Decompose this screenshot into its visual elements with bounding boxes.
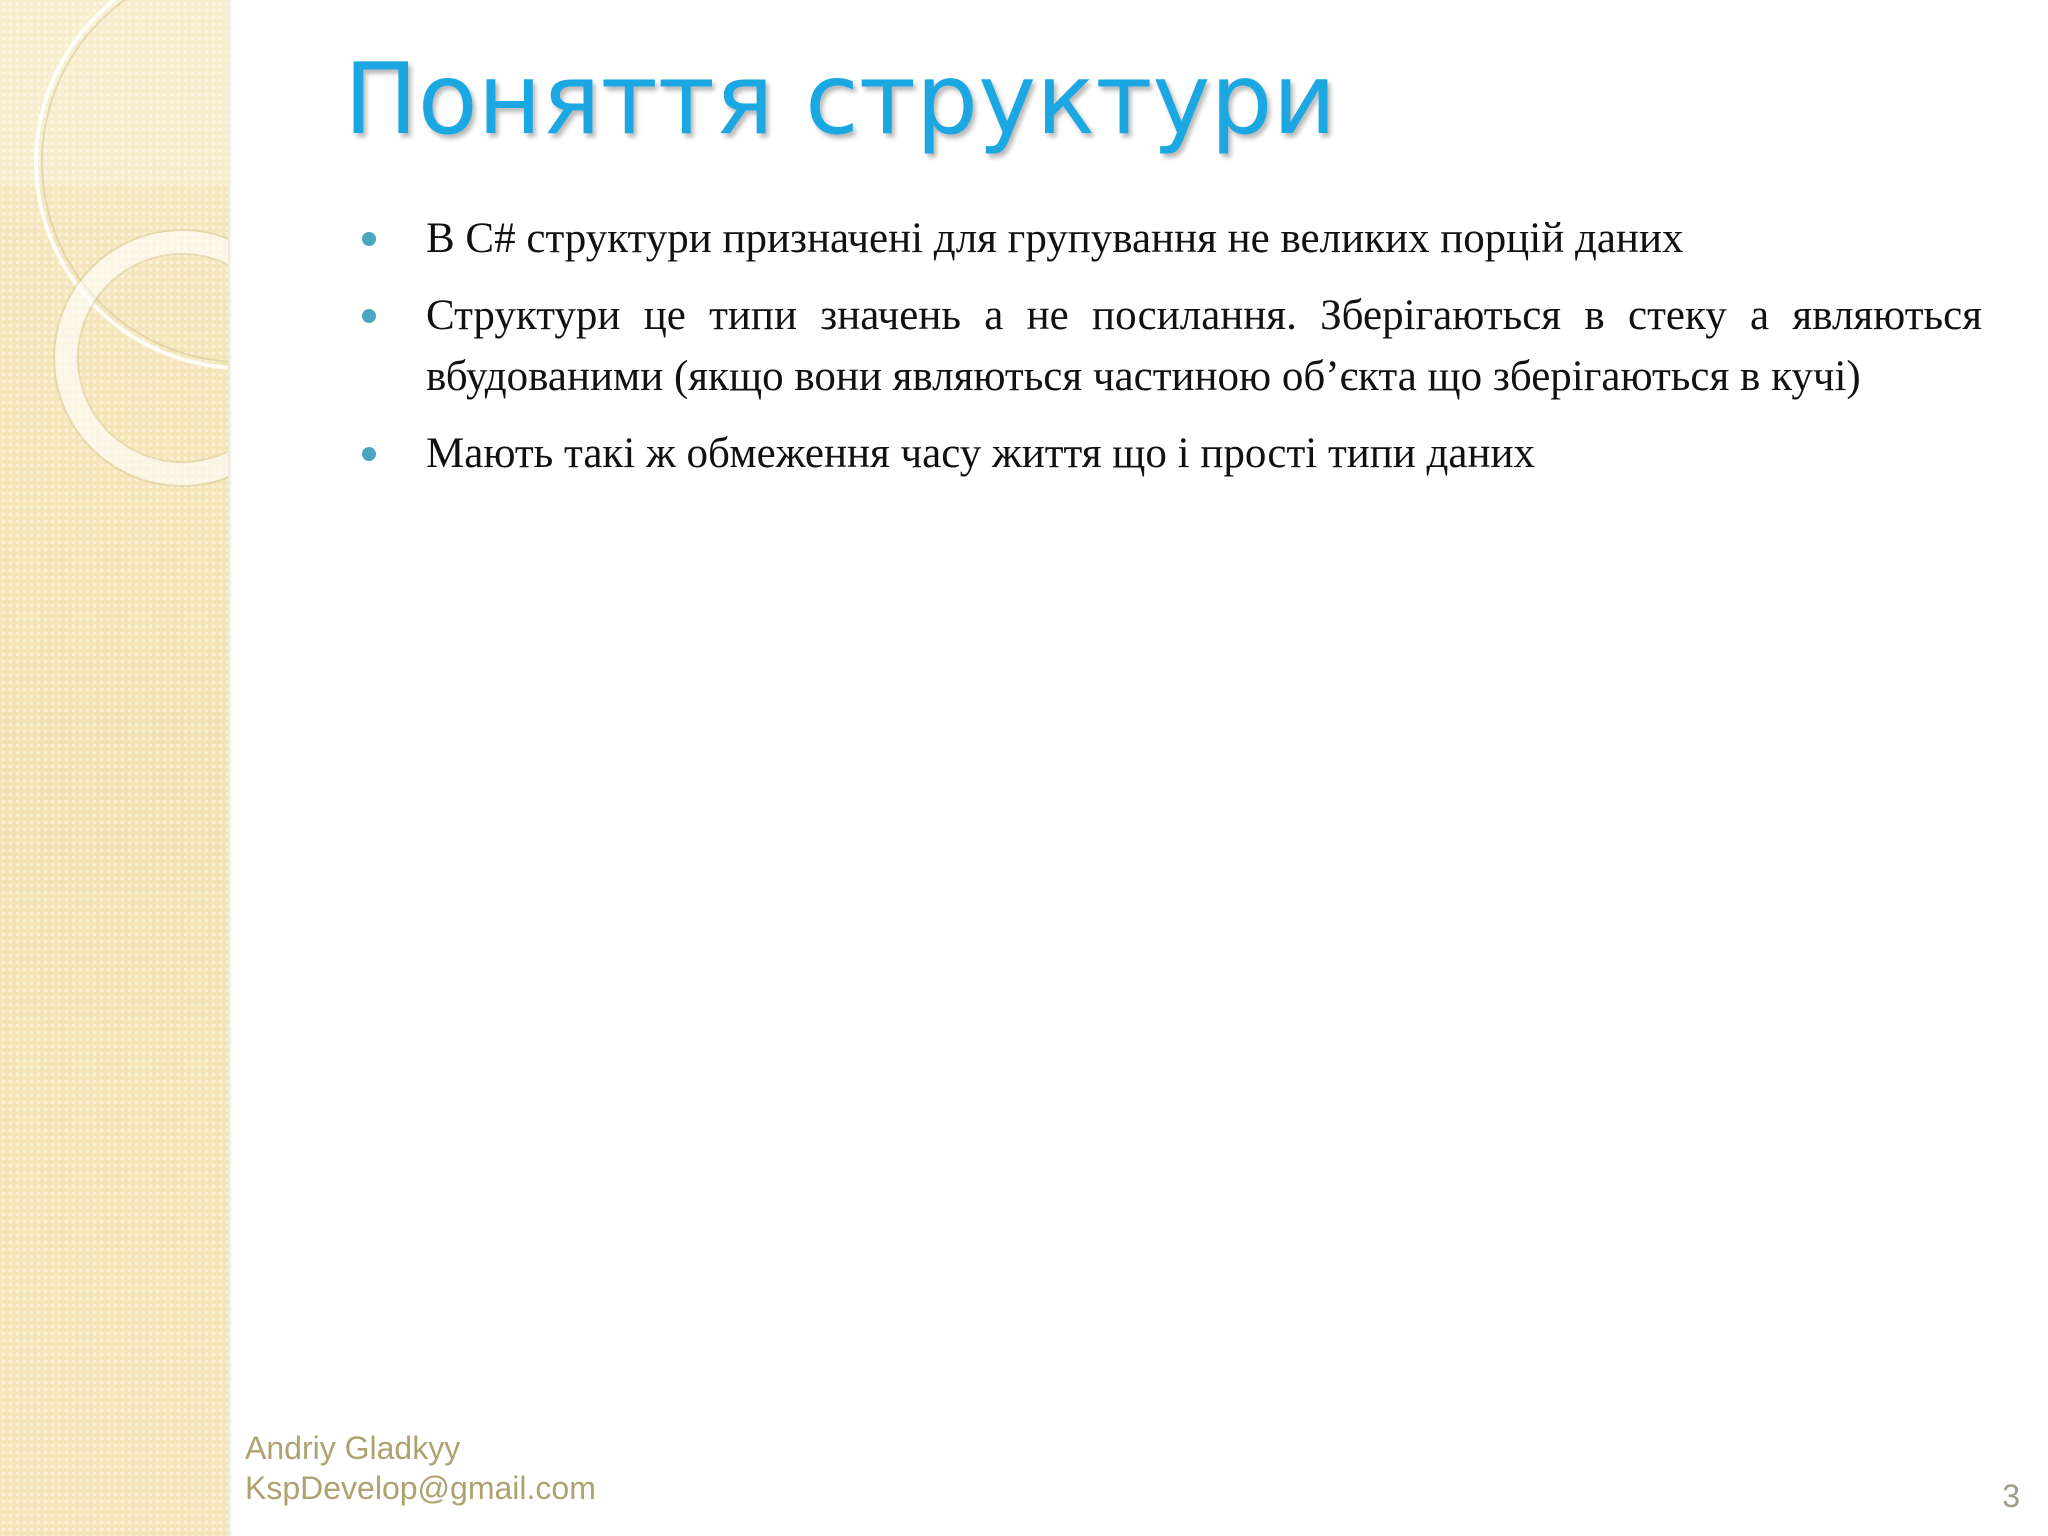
bullet-item xyxy=(358,208,1982,269)
footer-author-email: KspDevelop@gmail.com xyxy=(245,1470,596,1506)
bullet-dot-icon xyxy=(362,447,376,461)
slide-number: 3 xyxy=(2002,1478,2020,1514)
footer-author-block xyxy=(245,1428,596,1508)
bullet-text: В C# структури призначені для групування не великих порцій даних xyxy=(426,215,1684,262)
bullet-dot-icon xyxy=(362,309,376,323)
slide-title: Поняття структури xyxy=(344,43,1337,157)
bullet-text: Мають такі ж обмеження часу життя що і прості типи даних xyxy=(426,430,1536,477)
bullet-list xyxy=(358,208,1982,500)
bullet-text: Структури це типи значень а не посилання. Зберігаються в стеку а являються вбудованими (якщо вони являються частиною об’єкта що зберігаються в кучі) xyxy=(426,292,1982,400)
bullet-item xyxy=(358,423,1982,484)
bullet-item xyxy=(358,285,1982,407)
bullet-dot-icon xyxy=(362,232,376,246)
footer-author-name: Andriy Gladkyy xyxy=(245,1430,461,1466)
